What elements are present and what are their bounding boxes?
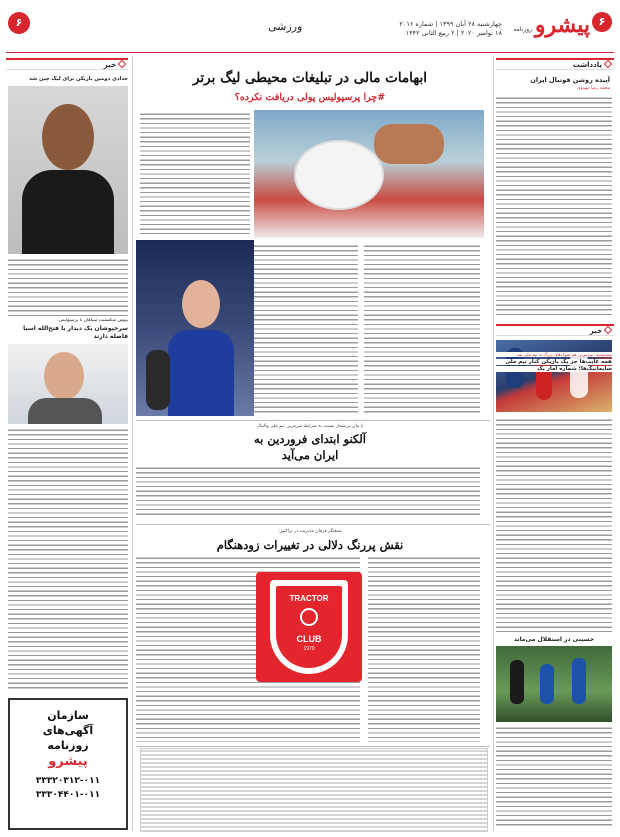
tractor-headline: نقش پررنگ دلالی در تغییرات زودهنگام: [216, 538, 404, 552]
tractor-body-col-3: [136, 556, 252, 742]
right-news-head: خبر: [496, 324, 614, 336]
logo-text: پیشرو: [534, 12, 590, 38]
diamond-icon: [604, 60, 612, 68]
coach-portrait-photo: [8, 344, 128, 424]
volley-kicker: با بیان بی‌شمار نسبت به شرایط سرمربی تیم ملی والیبال: [256, 424, 364, 429]
right-sub-title-2: سایمانیک‌ها؛ شماره آمار یک: [496, 366, 612, 372]
page-number-badge-left: ۶: [8, 12, 30, 34]
ads-box[interactable]: [8, 698, 128, 830]
main-headline: ابهامات مالی در تبلیغات محیطی لیگ برتر: [192, 70, 428, 86]
newspaper-logo[interactable]: [513, 12, 590, 48]
volley-headline-2: ایران می‌آید: [281, 448, 339, 462]
hosseini-photo: [496, 646, 612, 722]
right-photo-caption: حسینی در استقلال می‌ماند: [513, 636, 595, 643]
masthead: [0, 6, 620, 50]
tractor-logo-text-top: TRACTOR: [289, 594, 329, 603]
right-article-author: محمد رضا مهدوی: [576, 86, 610, 91]
tractor-bottom-block: [140, 748, 488, 832]
tractor-bottom-rule: [136, 746, 490, 747]
tractor-club-logo: [256, 572, 362, 682]
volley-top-rule: [136, 420, 490, 421]
right-article-title: آینده روشن فوتبال ایران: [530, 76, 610, 84]
tractor-kicker: صنعتگر قرقان مدیریت در تراکتور:: [278, 529, 342, 534]
left-item2-title-2: فاصله دارند: [93, 333, 128, 340]
right-news-body: [496, 418, 612, 632]
right-column-head: یادداشت: [496, 58, 614, 70]
tractor-logo-text-mid: CLUB: [296, 634, 322, 644]
tractor-body-col-1: [368, 556, 480, 742]
date-line-1: چهارشنبه ۲۸ آبان ۱۳۹۹ | شماره ۲۰۱۶: [399, 20, 502, 28]
right-sub-title-1: همه غایب‌ها جز یک بازیکن کنار تیم ملی: [496, 359, 612, 365]
volleyball-coach-photo: [136, 240, 254, 416]
haddadi-photo: [8, 86, 128, 254]
ad-line-1: سازمان: [47, 709, 89, 722]
national-team-photo: [496, 340, 612, 412]
right-article-body: [496, 96, 612, 318]
left-body-1: [8, 258, 128, 316]
section-title: ورزشی: [268, 20, 303, 33]
left-column-head: خبر: [6, 58, 128, 70]
ad-phone-2: ۳۳۳۰۴۴۰۱-۰۱۱: [35, 790, 101, 800]
volley-headline-1: آلکنو ابتدای فروردین به: [254, 432, 366, 446]
volley-body: [136, 466, 480, 518]
logo-sub-text: روزنامه: [513, 26, 532, 33]
football-hand-photo: [254, 110, 484, 238]
main-body-col-2: [364, 244, 480, 414]
left-item2-title-1: سرخپوشان یک دیدار با فتح‌الله آسیا: [23, 325, 128, 332]
main-body-col-3: [246, 244, 358, 414]
ad-line-2: آگهی‌های: [42, 724, 94, 737]
right-sub-kicker: مصدومیت سرمربی هم شوک‌های بزرگ به تیم ملی شد: [496, 352, 612, 357]
left-item2-kicker: پیوس شکستیت سپاهان با پرسپولیس:: [57, 318, 128, 323]
date-line-2: ۱۸ نوامبر ۲۰۲۰ | ۲ ربیع الثانی ۱۴۴۲: [405, 29, 502, 37]
left-kicker: حدادی دومین بازیکن برای لیگ چین شد: [29, 76, 128, 82]
ad-line-4: پیشرو: [48, 754, 88, 769]
masthead-rule: [6, 52, 614, 53]
diamond-icon: [604, 326, 612, 334]
page-number-badge-right: ۶: [592, 12, 612, 32]
tractor-top-rule: [136, 524, 490, 525]
diamond-icon: [118, 60, 126, 68]
main-subhead: #چرا پرسپولیس پولی دریافت نکرده؟: [234, 92, 386, 103]
column-divider-left: [132, 56, 133, 831]
ad-line-3: روزنامه: [47, 739, 89, 752]
main-body-col-1: [140, 112, 250, 234]
issue-date: [399, 20, 502, 38]
ad-phone-1: ۳۳۳۲۰۳۱۲-۰۱۱: [35, 776, 101, 786]
left-body-2: [8, 428, 128, 692]
right-bottom-body: [496, 726, 612, 826]
tractor-logo-text-bot: 1970: [303, 646, 315, 652]
column-divider: [493, 56, 494, 831]
